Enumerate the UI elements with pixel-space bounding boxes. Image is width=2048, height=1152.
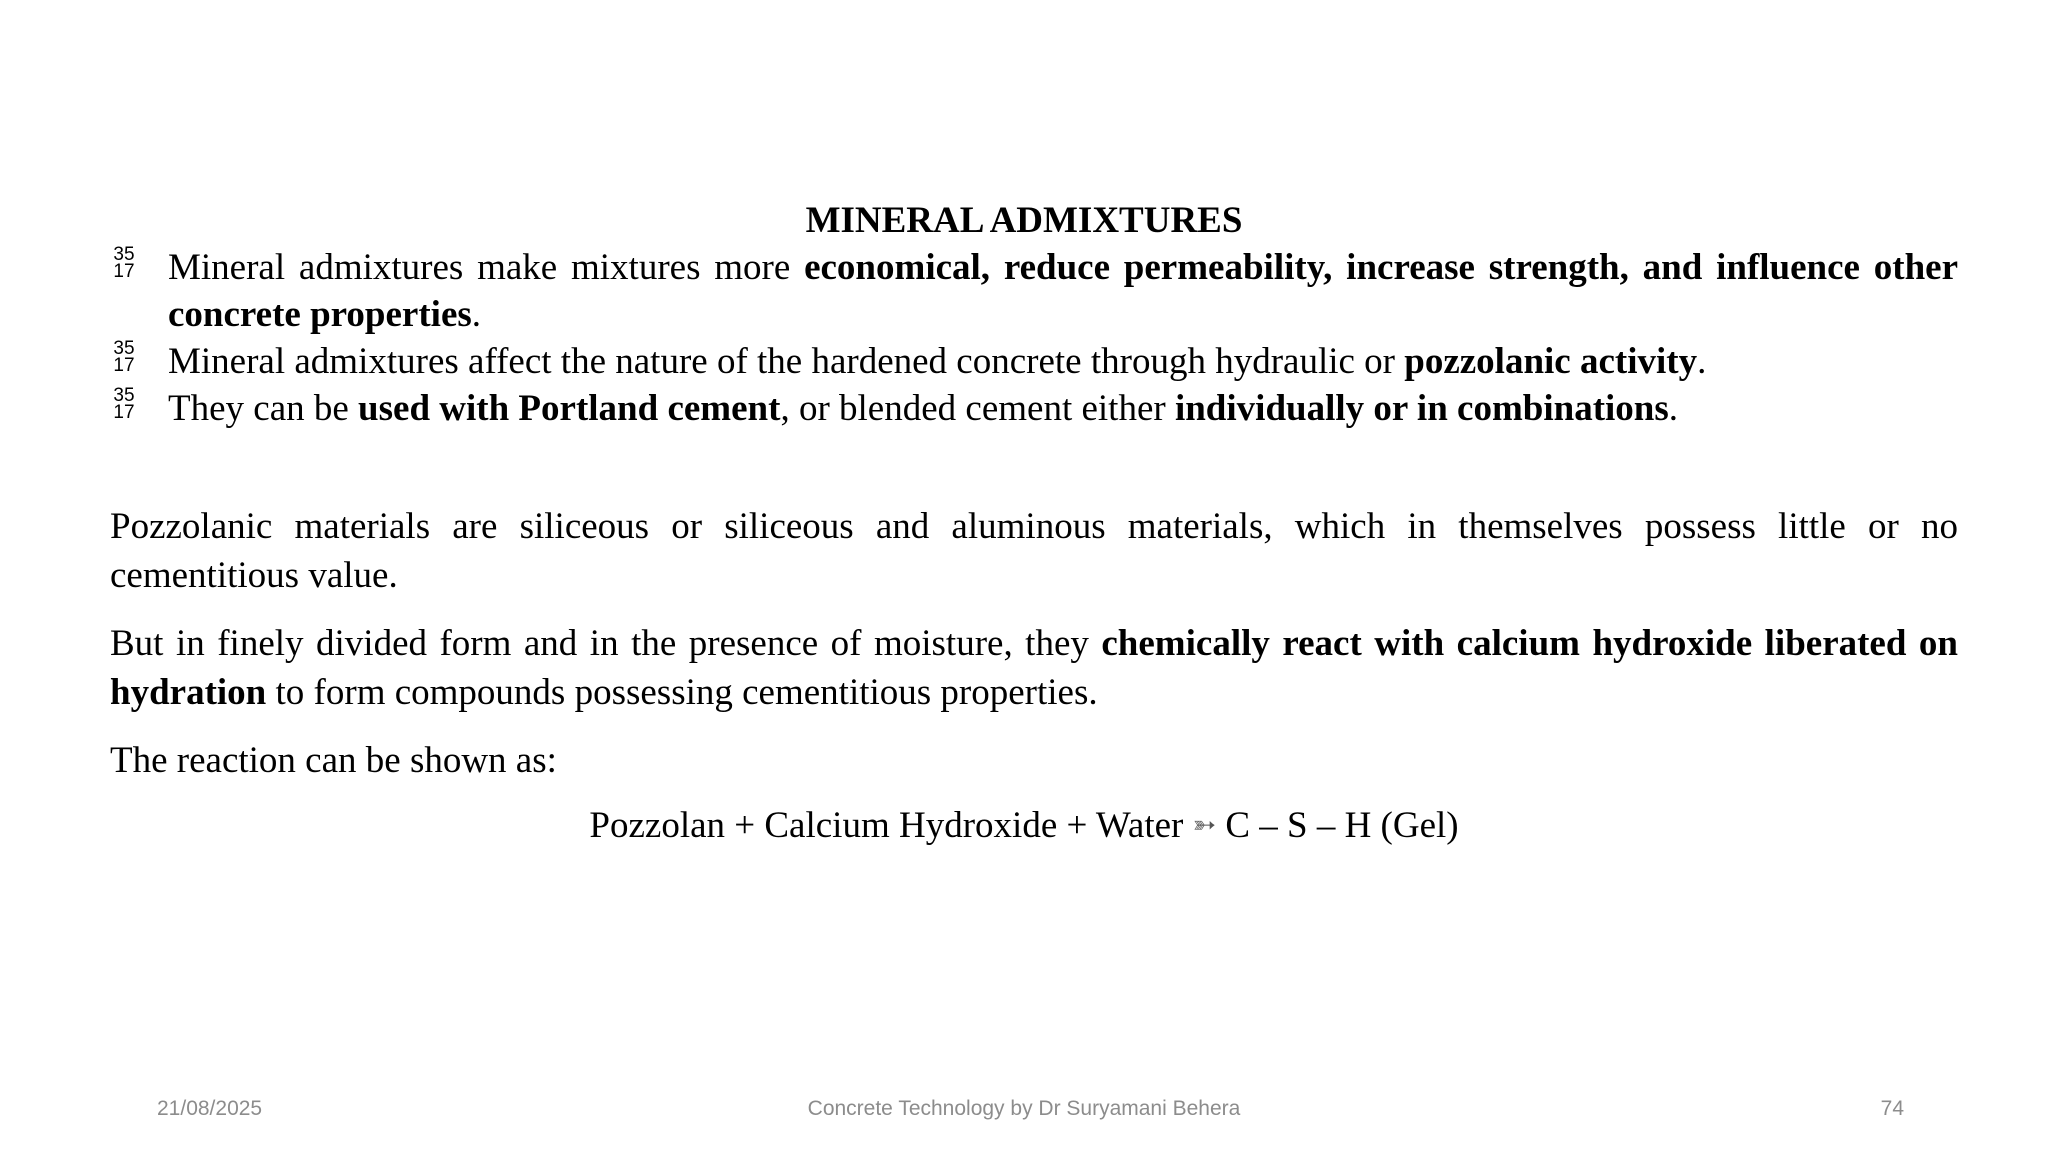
paragraph-bold-text: chemically react with calcium hydroxide liberated on hydration — [110, 623, 1958, 713]
paragraph-pozzolanic-definition: Pozzolanic materials are siliceous or siliceous and aluminous materials, which in themselves possess little or no cementitious value. — [110, 506, 1958, 596]
bullet-item — [110, 385, 1958, 432]
bullet-text: Mineral admixtures affect the nature of the hardened concrete through hydraulic or — [168, 341, 1405, 382]
paragraph-text: to form compounds possessing cementitious properties. — [266, 672, 1098, 713]
reaction-equation — [0, 801, 2048, 850]
bullet-item — [110, 338, 1958, 385]
bullet-bold-text: used with Portland cement — [358, 388, 781, 429]
bullet-marker-top: 35 — [113, 338, 135, 359]
paragraph-text: But in finely divided form and in the presence of moisture, they — [110, 623, 1102, 664]
bullet-bold-text: economical, reduce permeability, increase strength, and influence other concrete properties — [168, 247, 1958, 335]
slide-title: MINERAL ADMIXTURES — [805, 200, 1243, 241]
equation-products: C – S – H (Gel) — [1225, 805, 1459, 846]
bullet-marker-bottom: 17 — [113, 355, 135, 376]
bullet-text: , or blended cement either — [780, 388, 1175, 429]
bullet-text: . — [1697, 341, 1707, 382]
bullet-bold-text: individually or in combinations — [1174, 388, 1669, 429]
bullet-marker-icon — [110, 246, 138, 280]
bullet-marker-bottom: 17 — [113, 402, 135, 423]
bullet-marker-icon — [110, 340, 138, 374]
paragraph-reaction-intro: The reaction can be shown as: — [110, 740, 557, 781]
bullet-marker-icon — [110, 387, 138, 421]
bullet-text: . — [1668, 388, 1679, 429]
bullet-list — [110, 244, 1958, 432]
footer-date: 21/08/2025 — [157, 1097, 263, 1120]
arrow-icon: ➳ — [1192, 808, 1217, 841]
equation-reactants: Pozzolan + Calcium Hydroxide + Water — [589, 805, 1184, 846]
bullet-marker-bottom: 17 — [113, 261, 135, 282]
paragraph-pozzolanic-reaction — [110, 619, 1958, 717]
bullet-item — [110, 244, 1958, 338]
bullet-bold-text: pozzolanic activity — [1404, 341, 1698, 382]
bullet-text: They can be — [168, 388, 359, 429]
page-number: 74 — [1880, 1097, 1904, 1120]
bullet-marker-top: 35 — [113, 385, 135, 406]
bullet-marker-top: 35 — [113, 244, 135, 265]
bullet-text: . — [471, 294, 482, 335]
footer-title: Concrete Technology by Dr Suryamani Behera — [807, 1097, 1241, 1120]
bullet-text: Mineral admixtures make mixtures more — [168, 247, 805, 288]
